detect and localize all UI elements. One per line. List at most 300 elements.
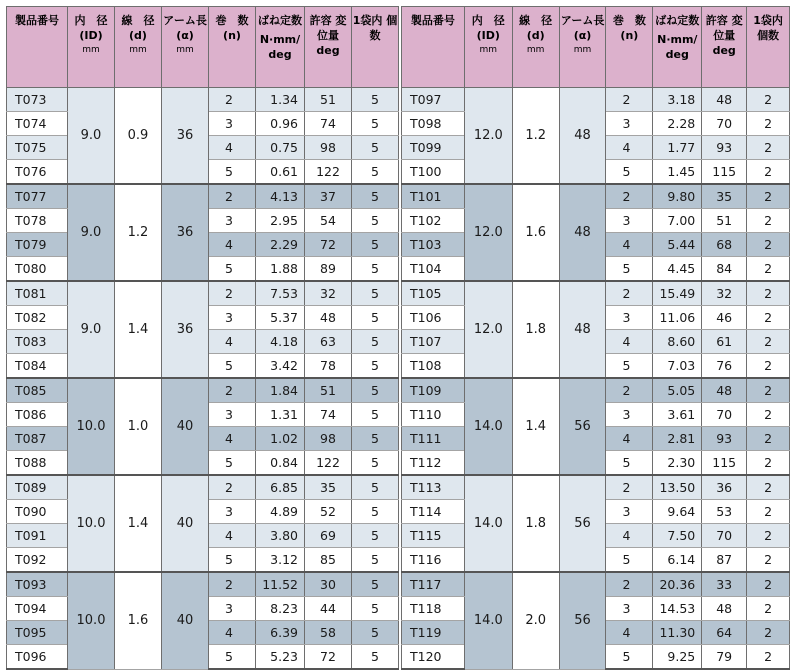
inner-diameter-cell: 12.0 xyxy=(464,88,512,185)
spring-constant-cell: 5.37 xyxy=(256,306,305,330)
qty-cell: 5 xyxy=(352,257,399,282)
header-arm-title: アーム長 xyxy=(163,14,207,27)
arm-length-cell: 40 xyxy=(162,378,209,475)
qty-cell: 2 xyxy=(747,500,790,524)
turns-cell: 2 xyxy=(209,281,256,306)
allowable-deflection-cell: 84 xyxy=(702,257,747,282)
allowable-deflection-cell: 70 xyxy=(702,112,747,136)
allowable-deflection-cell: 37 xyxy=(305,184,352,209)
part-number-cell: T113 xyxy=(402,475,465,500)
header-arm-sub: (α) xyxy=(176,29,194,42)
spring-constant-cell: 0.61 xyxy=(256,160,305,185)
arm-length-cell: 36 xyxy=(162,184,209,281)
wire-diameter-cell: 2.0 xyxy=(512,572,559,669)
wire-diameter-cell: 1.8 xyxy=(512,281,559,378)
table-header xyxy=(7,7,399,88)
allowable-deflection-cell: 36 xyxy=(702,475,747,500)
turns-cell: 2 xyxy=(606,378,653,403)
spring-constant-cell: 0.84 xyxy=(256,451,305,476)
spring-constant-cell: 3.42 xyxy=(256,354,305,379)
spring-constant-cell: 4.18 xyxy=(256,330,305,354)
allowable-deflection-cell: 48 xyxy=(305,306,352,330)
arm-length-cell: 48 xyxy=(559,88,606,185)
allowable-deflection-cell: 115 xyxy=(702,160,747,185)
header-k-title: ばね定数 xyxy=(655,14,700,27)
part-number-cell: T096 xyxy=(7,645,68,670)
header-spring-constant xyxy=(653,7,702,88)
allowable-deflection-cell: 74 xyxy=(305,112,352,136)
spring-constant-cell: 1.31 xyxy=(256,403,305,427)
turns-cell: 3 xyxy=(209,403,256,427)
qty-cell: 5 xyxy=(352,281,399,306)
qty-cell: 5 xyxy=(352,233,399,257)
turns-cell: 5 xyxy=(606,257,653,282)
spring-constant-cell: 14.53 xyxy=(653,597,702,621)
inner-diameter-cell: 10.0 xyxy=(68,475,115,572)
qty-cell: 5 xyxy=(352,645,399,670)
qty-cell: 5 xyxy=(352,621,399,645)
qty-cell: 2 xyxy=(747,645,790,670)
qty-cell: 5 xyxy=(352,330,399,354)
header-d-unit: mm xyxy=(129,45,147,55)
qty-cell: 2 xyxy=(747,378,790,403)
part-number-cell: T088 xyxy=(7,451,68,476)
table-row xyxy=(7,378,399,403)
wire-diameter-cell: 1.6 xyxy=(512,184,559,281)
allowable-deflection-cell: 74 xyxy=(305,403,352,427)
spring-constant-cell: 4.45 xyxy=(653,257,702,282)
spring-constant-cell: 7.50 xyxy=(653,524,702,548)
turns-cell: 2 xyxy=(209,572,256,597)
allowable-deflection-cell: 69 xyxy=(305,524,352,548)
part-number-cell: T076 xyxy=(7,160,68,185)
allowable-deflection-cell: 51 xyxy=(305,88,352,112)
part-number-cell: T087 xyxy=(7,427,68,451)
arm-length-cell: 40 xyxy=(162,475,209,572)
part-number-cell: T119 xyxy=(402,621,465,645)
header-arm-length xyxy=(559,7,606,88)
allowable-deflection-cell: 79 xyxy=(702,645,747,670)
part-number-cell: T099 xyxy=(402,136,465,160)
qty-cell: 5 xyxy=(352,427,399,451)
spring-constant-cell: 9.25 xyxy=(653,645,702,670)
allowable-deflection-cell: 58 xyxy=(305,621,352,645)
qty-cell: 2 xyxy=(747,597,790,621)
part-number-cell: T103 xyxy=(402,233,465,257)
turns-cell: 4 xyxy=(606,136,653,160)
header-qty-per-bag xyxy=(352,7,399,88)
header-wire-diameter xyxy=(512,7,559,88)
part-number-cell: T092 xyxy=(7,548,68,573)
turns-cell: 2 xyxy=(209,378,256,403)
arm-length-cell: 48 xyxy=(559,281,606,378)
turns-cell: 2 xyxy=(606,281,653,306)
part-number-cell: T102 xyxy=(402,209,465,233)
part-number-cell: T086 xyxy=(7,403,68,427)
allowable-deflection-cell: 98 xyxy=(305,427,352,451)
header-arm-unit: mm xyxy=(176,45,194,55)
qty-cell: 2 xyxy=(747,621,790,645)
qty-cell: 2 xyxy=(747,112,790,136)
table-row xyxy=(402,184,790,209)
part-number-cell: T084 xyxy=(7,354,68,379)
header-spring-constant xyxy=(256,7,305,88)
allowable-deflection-cell: 76 xyxy=(702,354,747,379)
allowable-deflection-cell: 115 xyxy=(702,451,747,476)
allowable-deflection-cell: 35 xyxy=(702,184,747,209)
qty-cell: 5 xyxy=(352,524,399,548)
allowable-deflection-cell: 93 xyxy=(702,427,747,451)
header-n-title: 巻 数 xyxy=(215,14,249,27)
arm-length-cell: 56 xyxy=(559,378,606,475)
spring-spec-table-left xyxy=(6,6,399,670)
turns-cell: 2 xyxy=(209,475,256,500)
part-number-cell: T085 xyxy=(7,378,68,403)
header-allowable-deflection xyxy=(305,7,352,88)
header-d-unit: mm xyxy=(526,45,545,55)
part-number-cell: T075 xyxy=(7,136,68,160)
header-arm-sub: (α) xyxy=(573,29,592,42)
turns-cell: 3 xyxy=(606,500,653,524)
inner-diameter-cell: 14.0 xyxy=(464,475,512,572)
turns-cell: 5 xyxy=(606,645,653,670)
part-number-cell: T082 xyxy=(7,306,68,330)
turns-cell: 2 xyxy=(606,88,653,112)
qty-cell: 2 xyxy=(747,427,790,451)
spring-constant-cell: 7.53 xyxy=(256,281,305,306)
allowable-deflection-cell: 72 xyxy=(305,645,352,670)
header-defl-title: 許容 変位量 xyxy=(705,14,743,42)
turns-cell: 3 xyxy=(606,112,653,136)
qty-cell: 5 xyxy=(352,136,399,160)
turns-cell: 4 xyxy=(606,621,653,645)
allowable-deflection-cell: 70 xyxy=(702,403,747,427)
table-row xyxy=(7,572,399,597)
turns-cell: 5 xyxy=(606,548,653,573)
table-row xyxy=(402,378,790,403)
qty-cell: 5 xyxy=(352,403,399,427)
part-number-cell: T107 xyxy=(402,330,465,354)
table-row xyxy=(402,281,790,306)
spring-constant-cell: 3.80 xyxy=(256,524,305,548)
allowable-deflection-cell: 35 xyxy=(305,475,352,500)
qty-cell: 2 xyxy=(747,475,790,500)
qty-cell: 5 xyxy=(352,160,399,185)
inner-diameter-cell: 10.0 xyxy=(68,572,115,669)
allowable-deflection-cell: 68 xyxy=(702,233,747,257)
part-number-cell: T100 xyxy=(402,160,465,185)
qty-cell: 5 xyxy=(352,378,399,403)
part-number-cell: T109 xyxy=(402,378,465,403)
wire-diameter-cell: 1.4 xyxy=(115,475,162,572)
qty-cell: 5 xyxy=(352,451,399,476)
qty-cell: 2 xyxy=(747,306,790,330)
header-row xyxy=(7,7,399,88)
part-number-cell: T094 xyxy=(7,597,68,621)
qty-cell: 2 xyxy=(747,548,790,573)
spring-constant-cell: 0.96 xyxy=(256,112,305,136)
header-inner-diameter xyxy=(464,7,512,88)
header-defl-unit: deg xyxy=(316,44,340,57)
part-number-cell: T077 xyxy=(7,184,68,209)
part-number-cell: T093 xyxy=(7,572,68,597)
header-k-unit: N·mm/ deg xyxy=(657,33,698,61)
header-n-title: 巻 数 xyxy=(612,14,646,27)
allowable-deflection-cell: 33 xyxy=(702,572,747,597)
part-number-cell: T078 xyxy=(7,209,68,233)
turns-cell: 2 xyxy=(606,184,653,209)
qty-cell: 2 xyxy=(747,451,790,476)
header-wire-diameter xyxy=(115,7,162,88)
qty-cell: 2 xyxy=(747,572,790,597)
turns-cell: 2 xyxy=(606,475,653,500)
turns-cell: 4 xyxy=(209,136,256,160)
spring-constant-cell: 3.18 xyxy=(653,88,702,112)
spring-constant-cell: 11.06 xyxy=(653,306,702,330)
wire-diameter-cell: 1.4 xyxy=(512,378,559,475)
qty-cell: 2 xyxy=(747,524,790,548)
header-d-title: 線 径 xyxy=(519,14,553,27)
turns-cell: 4 xyxy=(209,621,256,645)
spring-constant-cell: 2.29 xyxy=(256,233,305,257)
part-number-cell: T104 xyxy=(402,257,465,282)
allowable-deflection-cell: 32 xyxy=(702,281,747,306)
turns-cell: 5 xyxy=(606,354,653,379)
allowable-deflection-cell: 122 xyxy=(305,451,352,476)
header-id-unit: mm xyxy=(479,45,498,55)
spring-constant-cell: 3.12 xyxy=(256,548,305,573)
spring-constant-cell: 3.61 xyxy=(653,403,702,427)
part-number-cell: T074 xyxy=(7,112,68,136)
header-k-title: ばね定数 xyxy=(258,14,302,27)
spring-constant-cell: 4.13 xyxy=(256,184,305,209)
part-number-cell: T098 xyxy=(402,112,465,136)
turns-cell: 5 xyxy=(606,451,653,476)
part-number-cell: T090 xyxy=(7,500,68,524)
turns-cell: 5 xyxy=(209,354,256,379)
part-number-cell: T105 xyxy=(402,281,465,306)
turns-cell: 4 xyxy=(606,524,653,548)
header-part-no-label: 製品番号 xyxy=(15,14,59,27)
spring-constant-cell: 2.30 xyxy=(653,451,702,476)
part-number-cell: T108 xyxy=(402,354,465,379)
header-part-no xyxy=(402,7,465,88)
table-header xyxy=(402,7,790,88)
arm-length-cell: 36 xyxy=(162,88,209,185)
allowable-deflection-cell: 85 xyxy=(305,548,352,573)
qty-cell: 2 xyxy=(747,354,790,379)
table-row xyxy=(402,572,790,597)
turns-cell: 4 xyxy=(606,233,653,257)
header-turns xyxy=(606,7,653,88)
spring-constant-cell: 6.85 xyxy=(256,475,305,500)
arm-length-cell: 56 xyxy=(559,572,606,669)
inner-diameter-cell: 10.0 xyxy=(68,378,115,475)
qty-cell: 5 xyxy=(352,88,399,112)
allowable-deflection-cell: 122 xyxy=(305,160,352,185)
part-number-cell: T116 xyxy=(402,548,465,573)
spring-constant-cell: 8.23 xyxy=(256,597,305,621)
spring-constant-cell: 9.80 xyxy=(653,184,702,209)
qty-cell: 5 xyxy=(352,112,399,136)
spring-constant-cell: 1.84 xyxy=(256,378,305,403)
header-n-sub: (n) xyxy=(620,29,639,42)
qty-cell: 5 xyxy=(352,548,399,573)
allowable-deflection-cell: 48 xyxy=(702,88,747,112)
header-id-title: 内 径 xyxy=(74,14,108,27)
allowable-deflection-cell: 51 xyxy=(702,209,747,233)
qty-cell: 5 xyxy=(352,500,399,524)
part-number-cell: T073 xyxy=(7,88,68,112)
header-qty-title: 1袋内 個数 xyxy=(352,14,398,42)
wire-diameter-cell: 1.6 xyxy=(115,572,162,669)
part-number-cell: T118 xyxy=(402,597,465,621)
header-d-sub: (d) xyxy=(129,29,147,42)
part-number-cell: T112 xyxy=(402,451,465,476)
spring-constant-cell: 11.30 xyxy=(653,621,702,645)
turns-cell: 3 xyxy=(209,112,256,136)
part-number-cell: T114 xyxy=(402,500,465,524)
part-number-cell: T083 xyxy=(7,330,68,354)
turns-cell: 5 xyxy=(209,645,256,670)
spring-constant-cell: 15.49 xyxy=(653,281,702,306)
table-row xyxy=(7,475,399,500)
part-number-cell: T101 xyxy=(402,184,465,209)
allowable-deflection-cell: 52 xyxy=(305,500,352,524)
arm-length-cell: 56 xyxy=(559,475,606,572)
part-number-cell: T081 xyxy=(7,281,68,306)
allowable-deflection-cell: 87 xyxy=(702,548,747,573)
allowable-deflection-cell: 72 xyxy=(305,233,352,257)
header-arm-title: アーム長 xyxy=(560,14,605,27)
allowable-deflection-cell: 30 xyxy=(305,572,352,597)
wire-diameter-cell: 1.4 xyxy=(115,281,162,378)
spring-constant-cell: 5.23 xyxy=(256,645,305,670)
qty-cell: 2 xyxy=(747,257,790,282)
allowable-deflection-cell: 48 xyxy=(702,378,747,403)
turns-cell: 5 xyxy=(209,257,256,282)
header-d-title: 線 径 xyxy=(121,14,155,27)
qty-cell: 5 xyxy=(352,597,399,621)
allowable-deflection-cell: 70 xyxy=(702,524,747,548)
turns-cell: 4 xyxy=(209,233,256,257)
allowable-deflection-cell: 48 xyxy=(702,597,747,621)
header-defl-unit: deg xyxy=(712,44,736,57)
table-body xyxy=(7,88,399,670)
allowable-deflection-cell: 53 xyxy=(702,500,747,524)
allowable-deflection-cell: 63 xyxy=(305,330,352,354)
allowable-deflection-cell: 32 xyxy=(305,281,352,306)
inner-diameter-cell: 14.0 xyxy=(464,378,512,475)
spring-constant-cell: 6.14 xyxy=(653,548,702,573)
turns-cell: 3 xyxy=(606,209,653,233)
inner-diameter-cell: 9.0 xyxy=(68,184,115,281)
qty-cell: 5 xyxy=(352,354,399,379)
spring-constant-cell: 1.77 xyxy=(653,136,702,160)
part-number-cell: T111 xyxy=(402,427,465,451)
part-number-cell: T089 xyxy=(7,475,68,500)
allowable-deflection-cell: 44 xyxy=(305,597,352,621)
spring-constant-cell: 7.03 xyxy=(653,354,702,379)
allowable-deflection-cell: 93 xyxy=(702,136,747,160)
inner-diameter-cell: 14.0 xyxy=(464,572,512,669)
inner-diameter-cell: 12.0 xyxy=(464,184,512,281)
turns-cell: 3 xyxy=(606,597,653,621)
spring-constant-cell: 1.88 xyxy=(256,257,305,282)
part-number-cell: T110 xyxy=(402,403,465,427)
qty-cell: 2 xyxy=(747,330,790,354)
qty-cell: 2 xyxy=(747,209,790,233)
turns-cell: 2 xyxy=(209,88,256,112)
part-number-cell: T097 xyxy=(402,88,465,112)
turns-cell: 2 xyxy=(209,184,256,209)
inner-diameter-cell: 9.0 xyxy=(68,281,115,378)
qty-cell: 2 xyxy=(747,160,790,185)
allowable-deflection-cell: 61 xyxy=(702,330,747,354)
turns-cell: 3 xyxy=(209,306,256,330)
wire-diameter-cell: 0.9 xyxy=(115,88,162,185)
spring-constant-cell: 5.05 xyxy=(653,378,702,403)
table-row xyxy=(7,184,399,209)
spring-constant-cell: 8.60 xyxy=(653,330,702,354)
allowable-deflection-cell: 89 xyxy=(305,257,352,282)
arm-length-cell: 48 xyxy=(559,184,606,281)
turns-cell: 2 xyxy=(606,572,653,597)
part-number-cell: T095 xyxy=(7,621,68,645)
header-d-sub: (d) xyxy=(526,29,545,42)
part-number-cell: T115 xyxy=(402,524,465,548)
turns-cell: 5 xyxy=(209,160,256,185)
part-number-cell: T080 xyxy=(7,257,68,282)
turns-cell: 3 xyxy=(209,500,256,524)
header-qty-title: 1袋内 個数 xyxy=(753,14,783,42)
inner-diameter-cell: 9.0 xyxy=(68,88,115,185)
spring-constant-cell: 1.45 xyxy=(653,160,702,185)
spring-constant-cell: 2.28 xyxy=(653,112,702,136)
wire-diameter-cell: 1.2 xyxy=(512,88,559,185)
qty-cell: 5 xyxy=(352,209,399,233)
header-allowable-deflection xyxy=(702,7,747,88)
header-id-sub: (ID) xyxy=(476,29,500,42)
header-part-no xyxy=(7,7,68,88)
arm-length-cell: 36 xyxy=(162,281,209,378)
table-row xyxy=(402,475,790,500)
turns-cell: 5 xyxy=(209,451,256,476)
turns-cell: 3 xyxy=(209,209,256,233)
turns-cell: 4 xyxy=(209,524,256,548)
spring-spec-table-right xyxy=(401,6,790,670)
header-inner-diameter xyxy=(68,7,115,88)
allowable-deflection-cell: 54 xyxy=(305,209,352,233)
turns-cell: 4 xyxy=(209,427,256,451)
header-part-no-label: 製品番号 xyxy=(410,14,455,27)
qty-cell: 5 xyxy=(352,306,399,330)
turns-cell: 4 xyxy=(606,330,653,354)
spring-constant-cell: 1.02 xyxy=(256,427,305,451)
turns-cell: 3 xyxy=(209,597,256,621)
part-number-cell: T117 xyxy=(402,572,465,597)
header-id-title: 内 径 xyxy=(471,14,505,27)
turns-cell: 3 xyxy=(606,403,653,427)
qty-cell: 2 xyxy=(747,281,790,306)
header-qty-per-bag xyxy=(747,7,790,88)
allowable-deflection-cell: 64 xyxy=(702,621,747,645)
allowable-deflection-cell: 98 xyxy=(305,136,352,160)
header-row xyxy=(402,7,790,88)
part-number-cell: T120 xyxy=(402,645,465,670)
header-id-sub: (ID) xyxy=(79,29,103,42)
spring-constant-cell: 13.50 xyxy=(653,475,702,500)
